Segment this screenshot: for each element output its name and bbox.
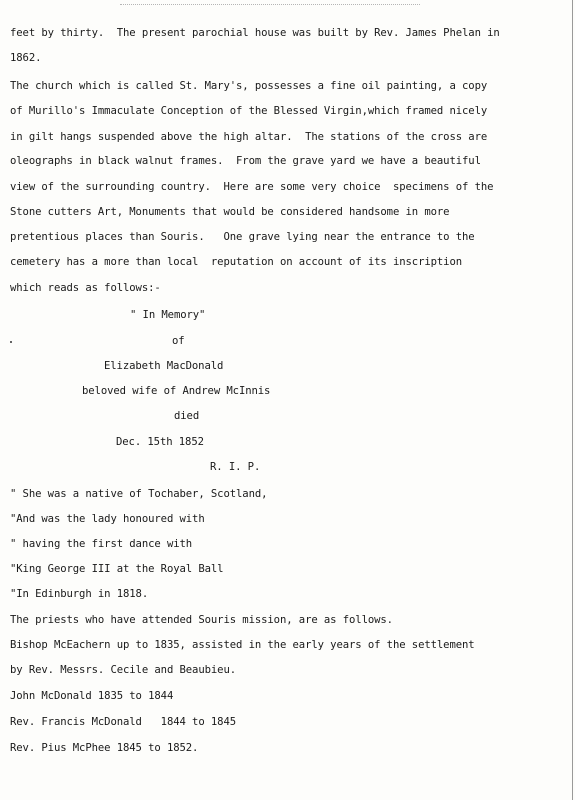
inscription-line: Dec. 15th 1852 [116,436,204,448]
text-line: pretentious places than Souris. One grave lying near the entrance to the [10,231,475,243]
quote-line: " She was a native of Tochaber, Scotland, [10,488,268,500]
inscription-line: Elizabeth MacDonald [104,360,224,372]
text-line: The church which is called St. Mary's, possesses a fine oil painting, a copy [10,80,488,92]
top-edge-marks [120,4,420,7]
priest-entry: Rev. Francis McDonald 1844 to 1845 [10,716,237,728]
stray-mark [10,341,12,343]
inscription-line: died [174,410,200,422]
quote-line: "King George III at the Royal Ball [10,563,224,575]
text-line: of Murillo's Immaculate Conception of the Blessed Virgin,which framed nicely [10,105,488,117]
text-line: by Rev. Messrs. Cecile and Beaubieu. [10,664,237,676]
text-line: view of the surrounding country. Here are some very choice specimens of the [10,181,494,193]
quote-line: " having the first dance with [10,538,193,550]
text-line: Bishop McEachern up to 1835, assisted in the early years of the settlement [10,639,475,651]
inscription-line: R. I. P. [210,461,261,473]
text-line: in gilt hangs suspended above the high altar. The stations of the cross are [10,131,488,143]
text-line: The priests who have attended Souris mission, are as follows. [10,614,393,626]
quote-line: "In Edinburgh in 1818. [10,588,149,600]
text-line: feet by thirty. The present parochial house was built by Rev. James Phelan in [10,27,500,39]
inscription-line: of [172,335,185,347]
priest-entry: John McDonald 1835 to 1844 [10,690,174,702]
inscription-line: beloved wife of Andrew McInnis [82,385,271,397]
text-line: oleographs in black walnut frames. From the grave yard we have a beautiful [10,155,481,167]
quote-line: "And was the lady honoured with [10,513,205,525]
text-line: cemetery has a more than local reputation on account of its inscription [10,256,463,268]
priest-entry: Rev. Pius McPhee 1845 to 1852. [10,742,199,754]
text-line: which reads as follows:- [10,282,161,294]
text-line: Stone cutters Art, Monuments that would be considered handsome in more [10,206,450,218]
inscription-line: " In Memory" [130,309,206,321]
page-edge [572,0,573,800]
text-line: 1862. [10,52,42,64]
